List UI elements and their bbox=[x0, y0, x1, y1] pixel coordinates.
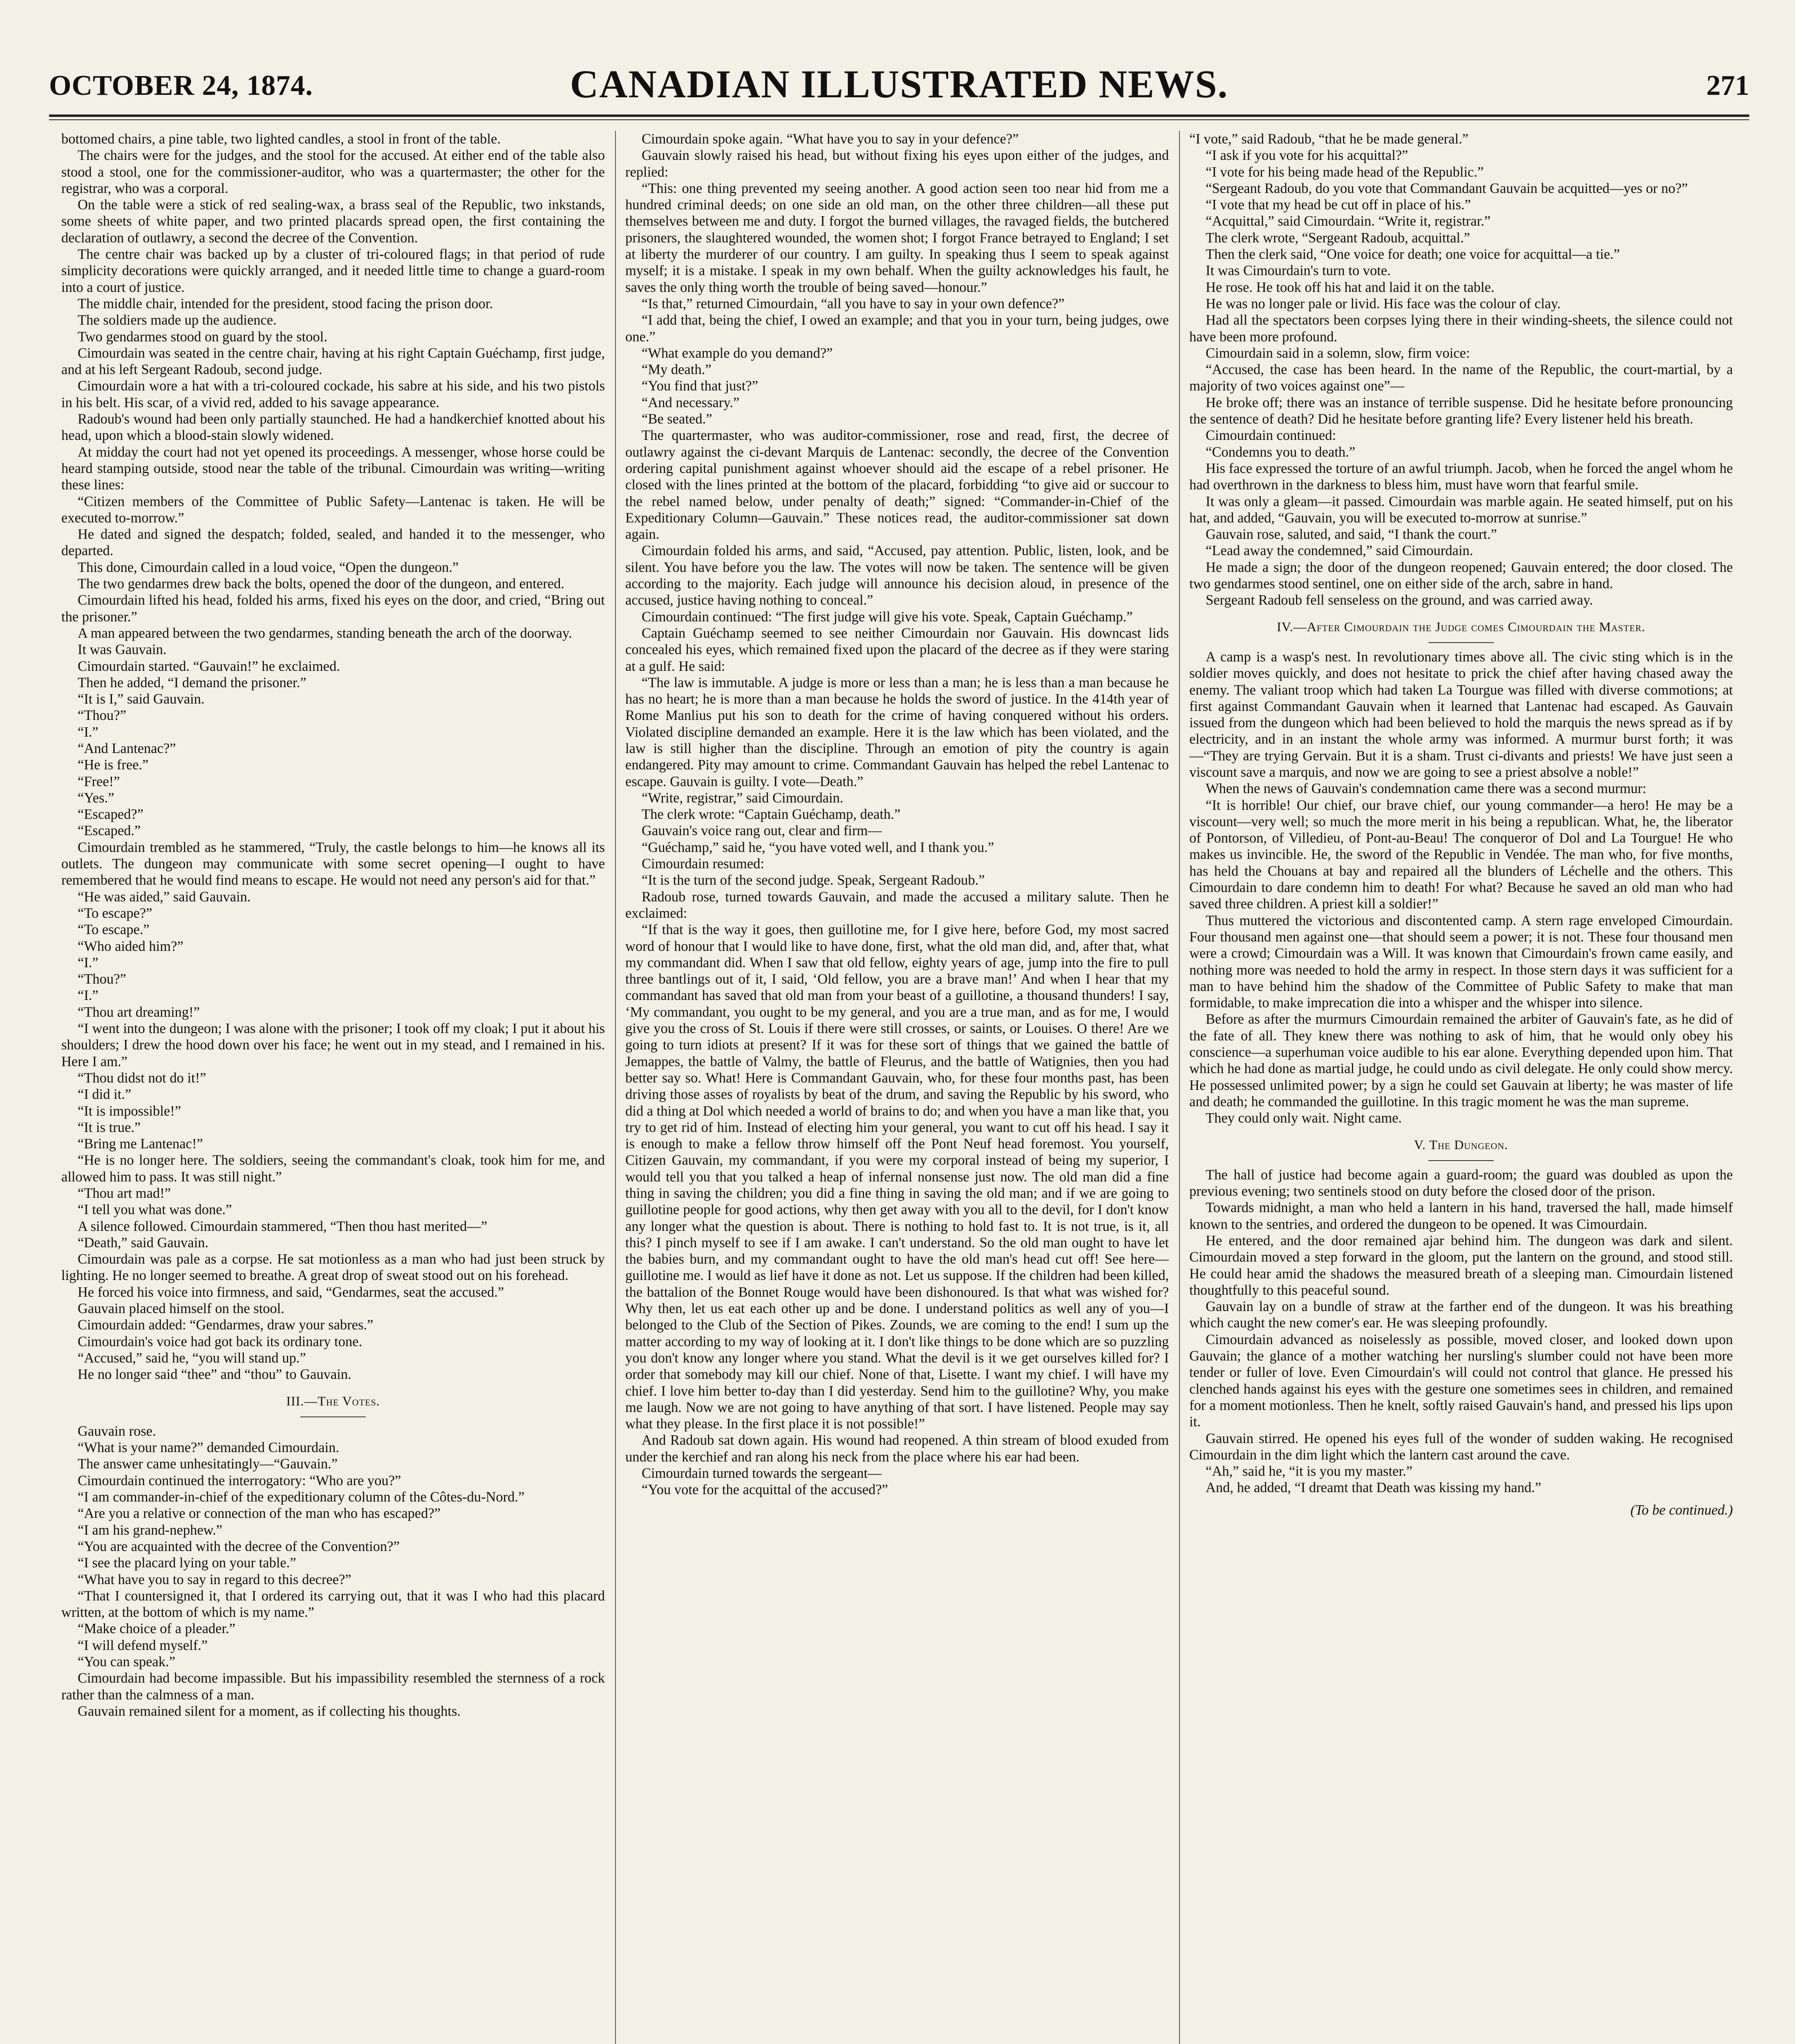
paragraph: The clerk wrote, “Sergeant Radoub, acquittal.” bbox=[1206, 230, 1470, 246]
section-heading-master: IV.—After Cimourdain the Judge comes Cimourdain the Master. bbox=[1277, 619, 1645, 634]
paragraph: “Make choice of a pleader.” bbox=[78, 1621, 235, 1637]
paragraph: He rose. He took off his hat and laid it on the table. bbox=[1206, 279, 1495, 295]
paragraph: Gauvain lay on a bundle of straw at the farther end of the dungeon. It was his breathing which caught the new comer's ear. He was sleeping profoundly. bbox=[1189, 1299, 1733, 1331]
paragraph: “What example do you demand?” bbox=[642, 345, 833, 361]
paragraph: “To escape.” bbox=[78, 922, 150, 938]
paragraph: “Accused,” said he, “you will stand up.” bbox=[78, 1350, 306, 1366]
paragraph: Two gendarmes stood on guard by the stool. bbox=[78, 329, 327, 345]
paragraph: “Lead away the condemned,” said Cimourdain. bbox=[1206, 543, 1473, 559]
paragraph: Cimourdain said in a solemn, slow, firm voice: bbox=[1206, 345, 1470, 361]
paragraph: The centre chair was backed up by a cluster of tri-coloured flags; in that period of rude simplicity decorations were quickly arranged, and it needed little time to change a guard-room into a court of justice. bbox=[61, 247, 605, 295]
paragraph: At midday the court had not yet opened its proceedings. A messenger, whose horse could be heard stamping outside, stood near the table of the tribunal. Cimourdain was writing—writing these lines: bbox=[61, 444, 605, 493]
paragraph: Cimourdain resumed: bbox=[642, 856, 764, 872]
paragraph: The two gendarmes drew back the bolts, opened the door of the dungeon, and entered. bbox=[78, 576, 564, 592]
paragraph: This done, Cimourdain called in a loud voice, “Open the dungeon.” bbox=[78, 559, 459, 575]
paragraph: “My death.” bbox=[642, 362, 712, 378]
paragraph: Cimourdain continued: bbox=[1206, 428, 1336, 444]
paragraph: He entered, and the door remained ajar behind him. The dungeon was dark and silent. Cimourdain moved a step forward in the gloom, put the lantern on the ground, and stood still. He could hear amid the shadows the measured breath of a sleeping man. Cimourdain listened thoughtfully to this peaceful sound. bbox=[1189, 1233, 1733, 1298]
paragraph: “Accused, the case has been heard. In the name of the Republic, the court-martial, by a majority of two voices against one”— bbox=[1189, 362, 1733, 394]
paragraph: Cimourdain spoke again. “What have you to say in your defence?” bbox=[642, 131, 1019, 147]
paragraph: “He is free.” bbox=[78, 757, 149, 773]
paragraph: “Write, registrar,” said Cimourdain. bbox=[642, 790, 844, 806]
to-be-continued: (To be continued.) bbox=[1630, 1502, 1733, 1518]
paragraph: Had all the spectators been corpses lying there in their winding-sheets, the silence could not have been more profound. bbox=[1189, 312, 1733, 345]
column-1-text-b bbox=[61, 1423, 605, 1719]
paragraph: And Radoub sat down again. His wound had reopened. A thin stream of blood exuded from under the kerchief and ran along his neck from the place where his ear had been. bbox=[625, 1432, 1169, 1465]
paragraph: It was Gauvain. bbox=[78, 642, 167, 658]
paragraph: “You can speak.” bbox=[78, 1654, 175, 1670]
paragraph: He forced his voice into firmness, and said, “Gendarmes, seat the accused.” bbox=[78, 1284, 504, 1300]
column-2-text bbox=[625, 131, 1169, 1498]
paragraph: Gauvain placed himself on the stool. bbox=[78, 1301, 284, 1317]
paragraph: Cimourdain was seated in the centre chair, having at his right Captain Guéchamp, first judge, and at his left Sergeant Radoub, second judge. bbox=[61, 345, 605, 378]
paragraph: “Guéchamp,” said he, “you have voted well, and I thank you.” bbox=[642, 839, 994, 855]
paragraph: Cimourdain lifted his head, folded his arms, fixed his eyes on the door, and cried, “Bring out the prisoner.” bbox=[61, 592, 605, 625]
paragraph: “And Lantenac?” bbox=[78, 740, 176, 756]
paragraph: Then he added, “I demand the prisoner.” bbox=[78, 675, 307, 690]
paragraph: “Is that,” returned Cimourdain, “all you have to say in your own defence?” bbox=[642, 296, 1065, 312]
paragraph: “It is the turn of the second judge. Speak, Sergeant Radoub.” bbox=[642, 872, 985, 888]
paragraph: “Thou art mad!” bbox=[78, 1186, 171, 1201]
paragraph: “Yes.” bbox=[78, 790, 114, 806]
paragraph: Gauvain's voice rang out, clear and firm— bbox=[642, 823, 882, 839]
paragraph: Towards midnight, a man who held a lantern in his hand, traversed the hall, made himself known to the sentries, and ordered the dungeon to be opened. It was Cimourdain. bbox=[1189, 1200, 1733, 1232]
paragraph: He made a sign; the door of the dungeon reopened; Gauvain entered; the door closed. The two gendarmes stood sentinel, one on either side of the arch, sabre in hand. bbox=[1189, 559, 1733, 592]
paragraph: A man appeared between the two gendarmes, standing beneath the arch of the doorway. bbox=[78, 625, 572, 641]
paragraph: “He is no longer here. The soldiers, seeing the commandant's cloak, took him for me, and allowed him to pass. It was still night.” bbox=[61, 1152, 605, 1185]
paragraph: “Citizen members of the Committee of Public Safety—Lantenac is taken. He will be executed to-morrow.” bbox=[61, 493, 605, 526]
paragraph: “It is impossible!” bbox=[78, 1103, 181, 1119]
column-3-text-c bbox=[1189, 1167, 1733, 1496]
paragraph: Gauvain remained silent for a moment, as if collecting his thoughts. bbox=[78, 1703, 461, 1719]
column-3 bbox=[1189, 131, 1733, 2044]
paragraph: “Thou?” bbox=[78, 971, 126, 987]
paragraph: “I went into the dungeon; I was alone with the prisoner; I took off my cloak; I put it about his shoulders; I drew the hood down over his face; he went out in my stead, and I remained in his. Here I am.” bbox=[61, 1021, 605, 1069]
paragraph: Cimourdain wore a hat with a tri-coloured cockade, his sabre at his side, and his two pistols in his belt. His scar, of a vivid red, added to his savage appearance. bbox=[61, 378, 605, 410]
paragraph: “Thou didst not do it!” bbox=[78, 1070, 206, 1086]
paragraph: The soldiers made up the audience. bbox=[78, 312, 277, 328]
paragraph: Then the clerk said, “One voice for death; one voice for acquittal—a tie.” bbox=[1206, 247, 1620, 262]
paragraph: He no longer said “thee” and “thou” to Gauvain. bbox=[78, 1367, 351, 1383]
paragraph: bottomed chairs, a pine table, two lighted candles, a stool in front of the table. bbox=[61, 131, 501, 147]
section-rule bbox=[1428, 1160, 1494, 1161]
paragraph: “I will defend myself.” bbox=[78, 1637, 208, 1653]
paragraph: Cimourdain folded his arms, and said, “Accused, pay attention. Public, listen, look, and be silent. You have before you the law. The votes will now be taken. The sentence will be given according to the majority. Each judge will announce his decision aloud, in presence of the accused, justice having nothing to conceal.” bbox=[625, 543, 1169, 608]
section-rule bbox=[1428, 642, 1494, 643]
paragraph: “You vote for the acquittal of the accused?” bbox=[642, 1482, 888, 1498]
paragraph: “I vote for his being made head of the Republic.” bbox=[1206, 164, 1484, 180]
paragraph: “He was aided,” said Gauvain. bbox=[78, 889, 251, 905]
paragraph: “It is I,” said Gauvain. bbox=[78, 691, 205, 707]
paragraph: “I am his grand-nephew.” bbox=[78, 1522, 223, 1538]
paragraph: “What is your name?” demanded Cimourdain. bbox=[78, 1440, 339, 1456]
paragraph: Cimourdain started. “Gauvain!” he exclaimed. bbox=[78, 658, 340, 674]
column-divider bbox=[1179, 131, 1180, 2044]
page-header bbox=[49, 53, 1749, 114]
paragraph: “You are acquainted with the decree of the Convention?” bbox=[78, 1538, 400, 1554]
header-rule-thin bbox=[49, 119, 1749, 120]
paragraph: The middle chair, intended for the president, stood facing the prison door. bbox=[78, 296, 493, 312]
page-number: 271 bbox=[1706, 70, 1749, 101]
paragraph: On the table were a stick of red sealing-wax, a brass seal of the Republic, two inkstands, some sheets of white paper, and two printed placards spread open, the first containing the declaration of outlawry, a second the decree of the Convention. bbox=[61, 197, 605, 246]
paragraph: “I am commander-in-chief of the expeditionary column of the Côtes-du-Nord.” bbox=[78, 1489, 525, 1505]
column-divider bbox=[615, 131, 616, 2044]
paragraph: The hall of justice had become again a guard-room; the guard was doubled as upon the previous evening; two sentinels stood on duty before the closed door of the prison. bbox=[1189, 1167, 1733, 1199]
paragraph: He was no longer pale or livid. His face was the colour of clay. bbox=[1206, 296, 1561, 312]
paragraph: “Escaped?” bbox=[78, 807, 143, 823]
column-1 bbox=[61, 131, 605, 2044]
paragraph: “Thou art dreaming!” bbox=[78, 1004, 200, 1020]
paragraph: When the news of Gauvain's condemnation came there was a second murmur: bbox=[1206, 781, 1647, 797]
paragraph: “I vote,” said Radoub, “that he be made general.” bbox=[1189, 131, 1468, 147]
issue-date: OCTOBER 24, 1874. bbox=[49, 70, 313, 101]
paragraph: “That I countersigned it, that I ordered its carrying out, that it was I who had this placard written, at the bottom of which is my name.” bbox=[61, 1588, 605, 1620]
paragraph: “Be seated.” bbox=[642, 411, 712, 427]
paragraph: “I.” bbox=[78, 988, 98, 1004]
paragraph: “I tell you what was done.” bbox=[78, 1202, 232, 1218]
column-1-text bbox=[61, 131, 605, 1383]
paragraph: “And necessary.” bbox=[642, 394, 740, 410]
paragraph: Gauvain rose. bbox=[78, 1423, 156, 1439]
paragraph: A camp is a wasp's nest. In revolutionary times above all. The civic sting which is in the soldier moves quickly, and does not hesitate to prick the chief after having chased away the enemy. The valiant troop which had taken La Tourgue was filled with diverse commotions; at first against Commandant Gauvain when it learned that Lantenac had escaped. As Gauvain issued from the dungeon which had been believed to hold the marquis the news spread as if by electricity, and in an instant the whole army was informed. A murmur burst forth; it was—“They are trying Gervain. But it is a sham. Trust ci-divants and priests! We have just seen a viscount save a marquis, and now we are going to see a priest absolve a noble!” bbox=[1189, 649, 1733, 780]
column-3-text-a bbox=[1189, 131, 1733, 609]
paragraph: And, he added, “I dreamt that Death was kissing my hand.” bbox=[1206, 1480, 1542, 1496]
paragraph: Cimourdain turned towards the sergeant— bbox=[642, 1466, 882, 1481]
paragraph: Cimourdain had become impassible. But his impassibility resembled the sternness of a rock rather than the calmness of a man. bbox=[61, 1670, 605, 1703]
paragraph: His face expressed the torture of an awful triumph. Jacob, when he forced the angel whom he had overthrown in the darkness to bless him, must have worn that fearful smile. bbox=[1189, 460, 1733, 493]
paragraph: Cimourdain continued: “The first judge will give his vote. Speak, Captain Guéchamp.” bbox=[642, 609, 1133, 625]
section-rule bbox=[300, 1416, 366, 1417]
paragraph: “Ah,” said he, “it is you my master.” bbox=[1206, 1464, 1412, 1479]
paragraph: Thus muttered the victorious and discontented camp. A stern rage enveloped Cimourdain. Four thousand men against one—that should seem a power; it is not. These four thousand men were a crowd; Cimourdain was a Will. It was known that Cimourdain's frown came easily, and nothing more was needed to hold the army in respect. In those stern days it was sufficient for a man to have behind him the shadow of the Committee of Public Safety to make that man formidable, to make imprecation die into a whisper and the whisper into silence. bbox=[1189, 912, 1733, 1011]
paragraph: “To escape?” bbox=[78, 905, 152, 921]
paragraph: They could only wait. Night came. bbox=[1206, 1110, 1402, 1126]
paragraph: “It is horrible! Our chief, our brave chief, our young commander—a hero! He may be a viscount—very well; so much the more merit in his being a republican. What, he, the liberator of Pontorson, of Villedieu, of Pont-au-Beau! The conqueror of Dol and La Tourgue! He who makes us invincible. He, the sword of the Republic in Vendée. The man who, for five months, has held the Chouans at bay and repaired all the blunders of Léchelle and the others. This Cimourdain to dare condemn him to death! For what? Because he saved an old man who had saved three children. A priest kill a soldier!” bbox=[1189, 797, 1733, 912]
paragraph: “I vote that my head be cut off in place of his.” bbox=[1206, 197, 1471, 213]
paragraph: The quartermaster, who was auditor-commissioner, rose and read, first, the decree of outlawry against the ci-devant Marquis de Lantenac: secondly, the decree of the Convention ordering capital punishment against whoever should aid the escape of a rebel prisoner. He closed with the lines printed at the bottom of the placard, forbidding “to give aid or succour to the rebel named below, under penalty of death;” signed: “Commander-in-Chief of the Expeditionary Column—Gauvain.” These notices read, the auditor-commissioner sat down again. bbox=[625, 428, 1169, 542]
paragraph: A silence followed. Cimourdain stammered, “Then thou hast merited—” bbox=[78, 1218, 488, 1234]
paragraph: “Who aided him?” bbox=[78, 938, 184, 954]
header-rule bbox=[49, 114, 1749, 117]
section-heading-votes: III.—The Votes. bbox=[286, 1393, 380, 1408]
paragraph: “The law is immutable. A judge is more or less than a man; he is less than a man because he has no heart; he is more than a man because he holds the sword of justice. In the 414th year of Rome Manlius put his son to death for the crime of having conquered without his orders. Violated discipline demanded an example. Here it is the law which has been violated, and the law is still higher than the discipline. Through an emotion of pity the country is again endangered. Pity may amount to crime. Commandant Gauvain has helped the rebel Lantenac to escape. Gauvain is guilty. I vote—Death.” bbox=[625, 675, 1169, 789]
paragraph: Gauvain stirred. He opened his eyes full of the wonder of sudden waking. He recognised Cimourdain in the dim light which the lantern cast around the cave. bbox=[1189, 1430, 1733, 1463]
paragraph: Cimourdain added: “Gendarmes, draw your sabres.” bbox=[78, 1317, 374, 1333]
paragraph: “What have you to say in regard to this decree?” bbox=[78, 1571, 351, 1587]
paragraph: Cimourdain continued the interrogatory: “Who are you?” bbox=[78, 1472, 401, 1488]
paragraph: “You find that just?” bbox=[642, 378, 758, 394]
column-3-text-b bbox=[1189, 649, 1733, 1127]
paragraph: “Are you a relative or connection of the man who has escaped?” bbox=[78, 1506, 441, 1522]
paragraph: Captain Guéchamp seemed to see neither Cimourdain nor Gauvain. His downcast lids concealed his eyes, which remained fixed upon the placard of the decree as if they were staring at a gulf. He said: bbox=[625, 625, 1169, 674]
paragraph: The chairs were for the judges, and the stool for the accused. At either end of the table also stood a stool, one for the commissioner-auditor, who was a quartermaster; the other for the registrar, who was a corporal. bbox=[61, 148, 605, 196]
paragraph: Radoub rose, turned towards Gauvain, and made the accused a military salute. Then he exclaimed: bbox=[625, 889, 1169, 921]
paragraph: It was only a gleam—it passed. Cimourdain was marble again. He seated himself, put on his hat, and added, “Gauvain, you will be executed to-morrow at sunrise.” bbox=[1189, 493, 1733, 526]
paragraph: “It is true.” bbox=[78, 1119, 141, 1135]
paragraph: He broke off; there was an instance of terrible suspense. Did he hesitate before pronouncing the sentence of death? Did he hesitate before granting life? Every listener held his breath. bbox=[1189, 394, 1733, 427]
paragraph: “Bring me Lantenac!” bbox=[78, 1136, 203, 1152]
paragraph: Cimourdain advanced as noiselessly as possible, moved closer, and looked down upon Gauvain; the glance of a mother watching her nursling's slumber could not have been more tender or fuller of love. Even Cimourdain's will could not control that glance. He pressed his clenched hands against his eyes with the gesture one sometimes sees in children, and remained for a moment motionless. Then he knelt, softly raised Gauvain's hand, and pressed his lips upon it. bbox=[1189, 1331, 1733, 1430]
paragraph: Cimourdain was pale as a corpse. He sat motionless as a man who had just been struck by lighting. He no longer seemed to breathe. A great drop of sweat stood out on his forehead. bbox=[61, 1251, 605, 1284]
paragraph: “I did it.” bbox=[78, 1087, 132, 1103]
paragraph: Radoub's wound had been only partially staunched. He had a handkerchief knotted about his head, upon which a blood-stain slowly widened. bbox=[61, 411, 605, 444]
paragraph: “Condemns you to death.” bbox=[1206, 444, 1356, 460]
paragraph: “Escaped.” bbox=[78, 823, 141, 839]
paragraph: “I.” bbox=[78, 724, 98, 740]
paragraph: Gauvain slowly raised his head, but without fixing his eyes upon either of the judges, and replied: bbox=[625, 148, 1169, 180]
paragraph: “Thou?” bbox=[78, 708, 126, 724]
paragraph: “Free!” bbox=[78, 773, 120, 789]
paragraph: The answer came unhesitatingly—“Gauvain.” bbox=[78, 1456, 338, 1472]
paragraph: “If that is the way it goes, then guillotine me, for I give here, before God, my most sacred word of honour that I would like to have done, first, what the old man did, and, after that, what my commandant did. When I saw that old fellow, eighty years of age, jump into the fire to pull three bantlings out of it, I said, ‘Old fellow, you are a brave man!’ And when I hear that my commandant has saved that old man from your beast of a guillotine, a thousand thunders! I say, ‘My commandant, you ought to be my general, and you are a true man, and as for me, I would give you the cross of St. Louis if there were still crosses, or saints, or Louises. O there! Are we going to turn idiots at present? If it was for these sort of things that we gained the battle of Jemappes, the battle of Valmy, the battle of Fleurus, and the battle of Watignies, then you had better say so. What! Here is Commandant Gauvain, who, for these four months past, has been driving those asses of royalists by beat of the drum, and saving the Republic by his sword, who did a thing at Dol which needed a world of brains to do; and when you have a man like that, you try to get rid of him. Instead of electing him your general, you want to cut off his head. I say it is enough to make a fellow throw himself off the Pont Neuf head foremost. You yourself, Citizen Gauvain, my commandant, if you were my corporal instead of being my superior, I would tell you that you talked a heap of infernal nonsense just now. The old man did a fine thing in saving the children; you did a fine thing in saving the old man; and if we are going to guillotine people for good actions, why then get away with you all to the devil, for I don't know any longer what the question is about. There is nothing to hold fast to. It is not true, is it, all this? I pinch myself to see if I am awake. I can't understand. So the old man ought to have let the babies burn, and my commandant ought to have the old man's head cut off! See here—guillotine me. I would as lief have it done as not. Let us suppose. If the children had been killed, the battalion of the Bonnet Rouge would have been dishonoured. Is that what was wished for? Why then, let us eat each other up and be done. I understand politics as well any of you—I belonged to the Club of the Section of Pikes. Zounds, we are coming to the end! I sum up the matter according to my way of looking at it. I don't like things to be done which are so puzzling you don't know any longer where you stand. What the devil is it we get ourselves killed for? I order that somebody may kill our chief. None of that, Lisette. I want my chief. I will have my chief. I love him better to-day than I did yesterday. Send him to the guillotine? Why, you make me laugh. Now we are not going to have anything of that sort. I have listened. People may say what they please. In the first place it is not possible!” bbox=[625, 922, 1169, 1432]
paragraph: “I.” bbox=[78, 955, 98, 970]
column-2 bbox=[625, 131, 1169, 2044]
paragraph: “I see the placard lying on your table.” bbox=[78, 1555, 296, 1571]
paragraph: “Sergeant Radoub, do you vote that Commandant Gauvain be acquitted—yes or no?” bbox=[1206, 180, 1688, 196]
paragraph: Gauvain rose, saluted, and said, “I thank the court.” bbox=[1206, 527, 1497, 542]
paragraph: Sergeant Radoub fell senseless on the ground, and was carried away. bbox=[1206, 592, 1593, 608]
paragraph: Cimourdain trembled as he stammered, “Truly, the castle belongs to him—he knows all its outlets. The dungeon may communicate with some secret opening—I ought to have remembered that he would find means to escape. He would not need any person's aid for that.” bbox=[61, 839, 605, 888]
paragraph: Before as after the murmurs Cimourdain remained the arbiter of Gauvain's fate, as he did of the fate of all. They knew there was nothing to ask of him, that he would only obey his conscience—a superhuman voice audible to his ear alone. Everything depended upon him. That which he had done as martial judge, he could undo as civil delegate. He only could show mercy. He possessed unlimited power; by a sign he could set Gauvain at liberty; he was master of life and death; he commanded the guillotine. In this tragic moment he was the man supreme. bbox=[1189, 1011, 1733, 1109]
paragraph: Cimourdain's voice had got back its ordinary tone. bbox=[78, 1334, 363, 1349]
paragraph: “I add that, being the chief, I owed an example; and that you in your turn, being judges, owe one.” bbox=[625, 312, 1169, 345]
masthead-title: CANADIAN ILLUSTRATED NEWS. bbox=[570, 62, 1229, 106]
section-heading-dungeon: V. The Dungeon. bbox=[1414, 1137, 1509, 1152]
paragraph: He dated and signed the despatch; folded, sealed, and handed it to the messenger, who departed. bbox=[61, 527, 605, 559]
paragraph: “I ask if you vote for his acquittal?” bbox=[1206, 148, 1408, 164]
paragraph: The clerk wrote: “Captain Guéchamp, death.” bbox=[642, 807, 901, 823]
paragraph: “Acquittal,” said Cimourdain. “Write it, registrar.” bbox=[1206, 213, 1491, 229]
paragraph: “This: one thing prevented my seeing another. A good action seen too near hid from me a hundred criminal deeds; on one side an old man, on the other three children—all these put themselves between me and duty. I forgot the burned villages, the ravaged fields, the butchered prisoners, the slaughtered wounded, the women shot; I forgot France betrayed to England; I set at liberty the murderer of our country. I am guilty. In speaking thus I seem to speak against myself; it is a mistake. I speak in my own behalf. When the guilty acknowledges his fault, he saves the only thing worth the trouble of being saved—honour.” bbox=[625, 180, 1169, 295]
paragraph: It was Cimourdain's turn to vote. bbox=[1206, 263, 1391, 279]
paragraph: “Death,” said Gauvain. bbox=[78, 1235, 208, 1251]
